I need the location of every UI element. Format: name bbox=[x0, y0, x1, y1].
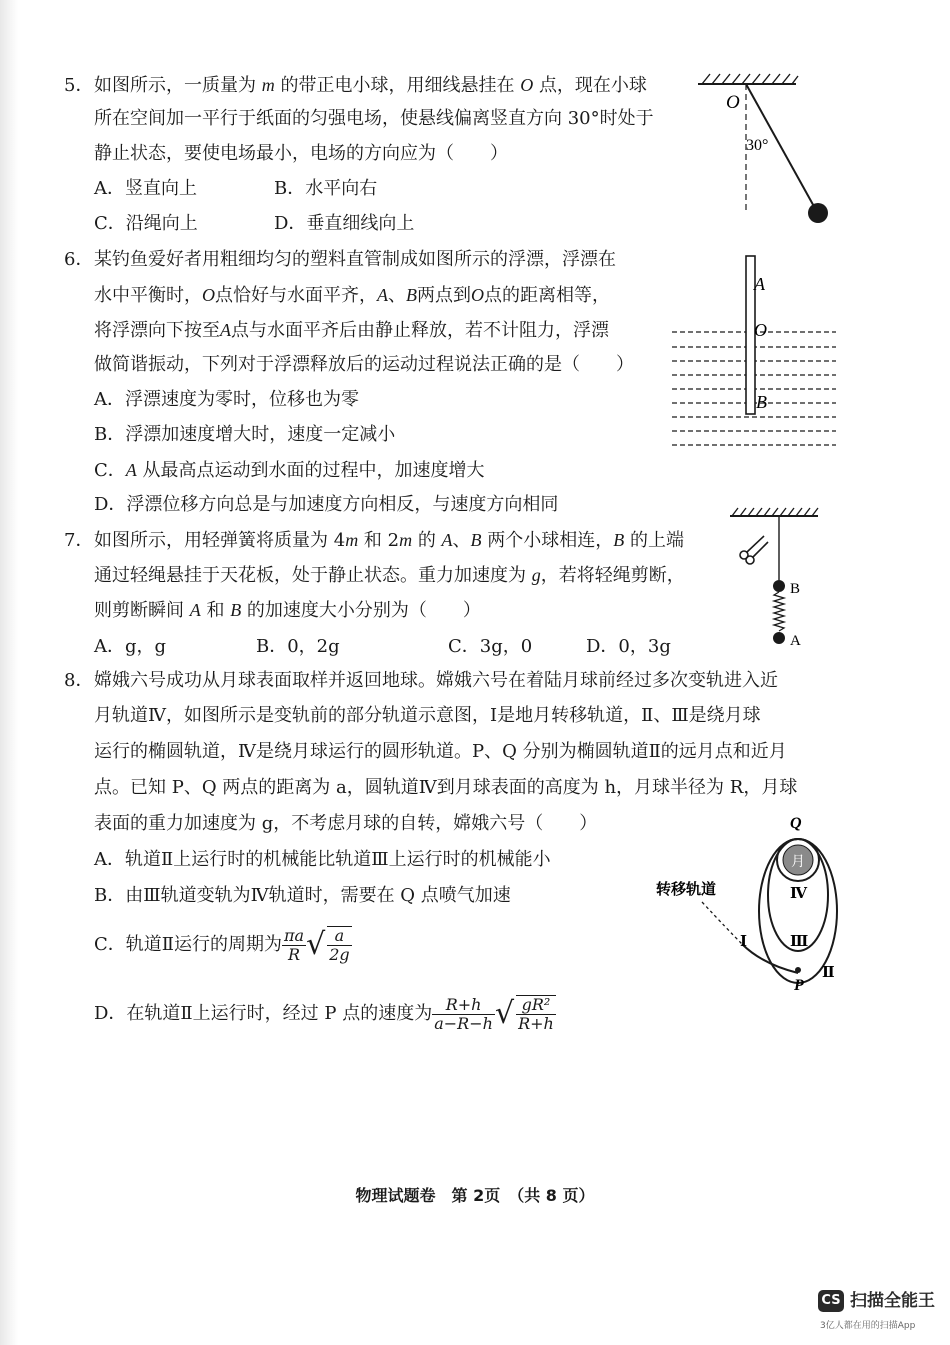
label-P: P bbox=[794, 977, 804, 994]
q8-option-d[interactable]: D．在轨道Ⅱ上运行时，经过 P 点的速度为 $\frac{R+h}{a-R-h}$ √ $\frac{\text{gR²}}{R+h}$ bbox=[94, 994, 554, 1033]
d-sqrt-sign: √ bbox=[494, 996, 515, 1031]
q7-line-1: 7．如图所示，用轻弹簧将质量为 4m 和 2m 的 A、B 两个小球相连，B 的上端 bbox=[64, 530, 685, 551]
q6-line-3: 将浮漂向下按至A点与水面平齐后由静止释放，若不计阻力，浮漂 bbox=[94, 320, 609, 341]
label-transfer-orbit: 转移轨道 bbox=[656, 882, 717, 898]
label-O: O bbox=[726, 92, 740, 113]
q6-line-1: 6．某钓鱼爱好者用粗细均匀的塑料直管制成如图所示的浮漂，浮漂在 bbox=[64, 249, 616, 270]
q7-option-d[interactable]: D．0，3g bbox=[586, 636, 671, 657]
q5-line-1: 5．如图所示，一质量为 m 的带正电小球，用细线悬挂在 O 点，现在小球 bbox=[64, 75, 647, 96]
q6-option-a[interactable]: A．浮漂速度为零时，位移也为零 bbox=[94, 389, 359, 410]
charged-ball bbox=[808, 203, 828, 223]
q8-line-1: 8．嫦娥六号成功从月球表面取样并返回地球。嫦娥六号在着陆月球前经过多次变轨进入近 bbox=[64, 670, 778, 691]
q7-line-2: 通过轻绳悬挂于天花板，处于静止状态。重力加速度为 g，若将轻绳剪断， bbox=[94, 565, 685, 586]
q8-option-a[interactable]: A．轨道Ⅱ上运行时的机械能比轨道Ⅲ上运行时的机械能小 bbox=[94, 849, 551, 870]
label-II: Ⅱ bbox=[822, 965, 835, 981]
label-III: Ⅲ bbox=[790, 934, 809, 950]
label-A: A bbox=[790, 633, 801, 649]
c-sqrt-fraction: $\frac{a}{2g}$ bbox=[329, 926, 350, 964]
q6-line-4: 做简谐振动，下列对于浮漂释放后的运动过程说法正确的是（ ） bbox=[94, 354, 634, 375]
ball-B bbox=[773, 580, 785, 592]
q5-option-a[interactable]: A．竖直向上 bbox=[94, 178, 197, 199]
q5-option-c[interactable]: C．沿绳向上 bbox=[94, 213, 198, 234]
q5-number: 5． bbox=[64, 75, 94, 96]
label-B: B bbox=[790, 581, 801, 597]
ball-A bbox=[773, 632, 785, 644]
transfer-orbit-path bbox=[702, 902, 798, 973]
q5-pendulum-figure bbox=[694, 72, 844, 232]
q5-option-d[interactable]: D．垂直细线向上 bbox=[274, 213, 415, 234]
q8-line-4: 点。已知 P、Q 两点的距离为 a，圆轨道Ⅳ到月球表面的高度为 h，月球半径为 R，月球 bbox=[94, 777, 798, 798]
q7-number: 7． bbox=[64, 530, 94, 551]
label-moon: 月 bbox=[791, 855, 805, 870]
q6-number: 6． bbox=[64, 249, 94, 270]
q5-line-2: 所在空间加一平行于纸面的匀强电场，使悬线偏离竖直方向 30°时处于 bbox=[94, 108, 654, 129]
scanner-logo-icon: CS bbox=[818, 1290, 844, 1312]
scanner-slogan: 3亿人都在用的扫描App bbox=[820, 1321, 916, 1331]
q8-number: 8． bbox=[64, 670, 94, 691]
q6-option-c[interactable]: C．A 从最高点运动到水面的过程中，加速度增大 bbox=[94, 460, 485, 481]
scan-shadow bbox=[0, 0, 18, 1345]
scissors-icon bbox=[740, 536, 768, 564]
q8-orbit-figure bbox=[650, 812, 850, 997]
q6-line-2: 水中平衡时，O点恰好与水面平齐，A、B两点到O点的距离相等， bbox=[94, 285, 610, 306]
d-fraction: $\frac{R+h}{a-R-h}$ bbox=[434, 994, 493, 1033]
scanner-name: 扫描全能王 bbox=[850, 1291, 935, 1311]
label-IV: Ⅳ bbox=[790, 886, 808, 902]
q6-float-figure bbox=[668, 254, 848, 464]
label-O: O bbox=[754, 320, 767, 340]
q7-spring-figure bbox=[724, 504, 824, 654]
q7-option-c[interactable]: C．3g，0 bbox=[448, 636, 533, 657]
q7-line-3: 则剪断瞬间 A 和 B 的加速度大小分别为（ ） bbox=[94, 600, 481, 621]
q8-line-3: 运行的椭圆轨道，Ⅳ是绕月球运行的圆形轨道。P、Q 分别为椭圆轨道Ⅱ的远月点和近月 bbox=[94, 741, 787, 762]
q8-line-2: 月轨道Ⅳ，如图所示是变轨前的部分轨道示意图，Ⅰ是地月转移轨道，Ⅱ、Ⅲ是绕月球 bbox=[94, 705, 761, 726]
page-footer: 物理试题卷 第 2页 （共 8 页） bbox=[355, 1186, 595, 1205]
q7-option-b[interactable]: B．0，2g bbox=[256, 636, 340, 657]
label-B: B bbox=[756, 392, 767, 412]
spring bbox=[774, 592, 784, 631]
q6-option-d[interactable]: D．浮漂位移方向总是与加速度方向相反，与速度方向相同 bbox=[94, 494, 559, 515]
label-30-degrees: 30° bbox=[746, 137, 769, 154]
c-sqrt-sign: √ bbox=[306, 927, 326, 962]
q6-option-b[interactable]: B．浮漂加速度增大时，速度一定减小 bbox=[94, 424, 396, 445]
q8-line-5: 表面的重力加速度为 g，不考虑月球的自转，嫦娥六号（ ） bbox=[94, 813, 598, 834]
q8-option-b[interactable]: B．由Ⅲ轨道变轨为Ⅳ轨道时，需要在 Q 点喷气加速 bbox=[94, 885, 511, 906]
label-I: Ⅰ bbox=[740, 934, 748, 950]
label-A: A bbox=[754, 274, 765, 294]
d-sqrt-fraction: $\frac{\text{gR²}}{R+h}$ bbox=[518, 995, 554, 1033]
point-P bbox=[795, 967, 801, 973]
q8-option-c[interactable]: C．轨道Ⅱ运行的周期为 $\frac{\pi a}{R}$ √ $\frac{a}{2g}$ bbox=[94, 925, 350, 964]
q7-option-a[interactable]: A．g，g bbox=[94, 636, 167, 657]
q5-line-3: 静止状态，要使电场最小，电场的方向应为（ ） bbox=[94, 143, 508, 164]
q5-option-b[interactable]: B．水平向右 bbox=[274, 178, 378, 199]
label-Q: Q bbox=[790, 815, 802, 832]
c-fraction: $\frac{\pi a}{R}$ bbox=[284, 925, 305, 964]
